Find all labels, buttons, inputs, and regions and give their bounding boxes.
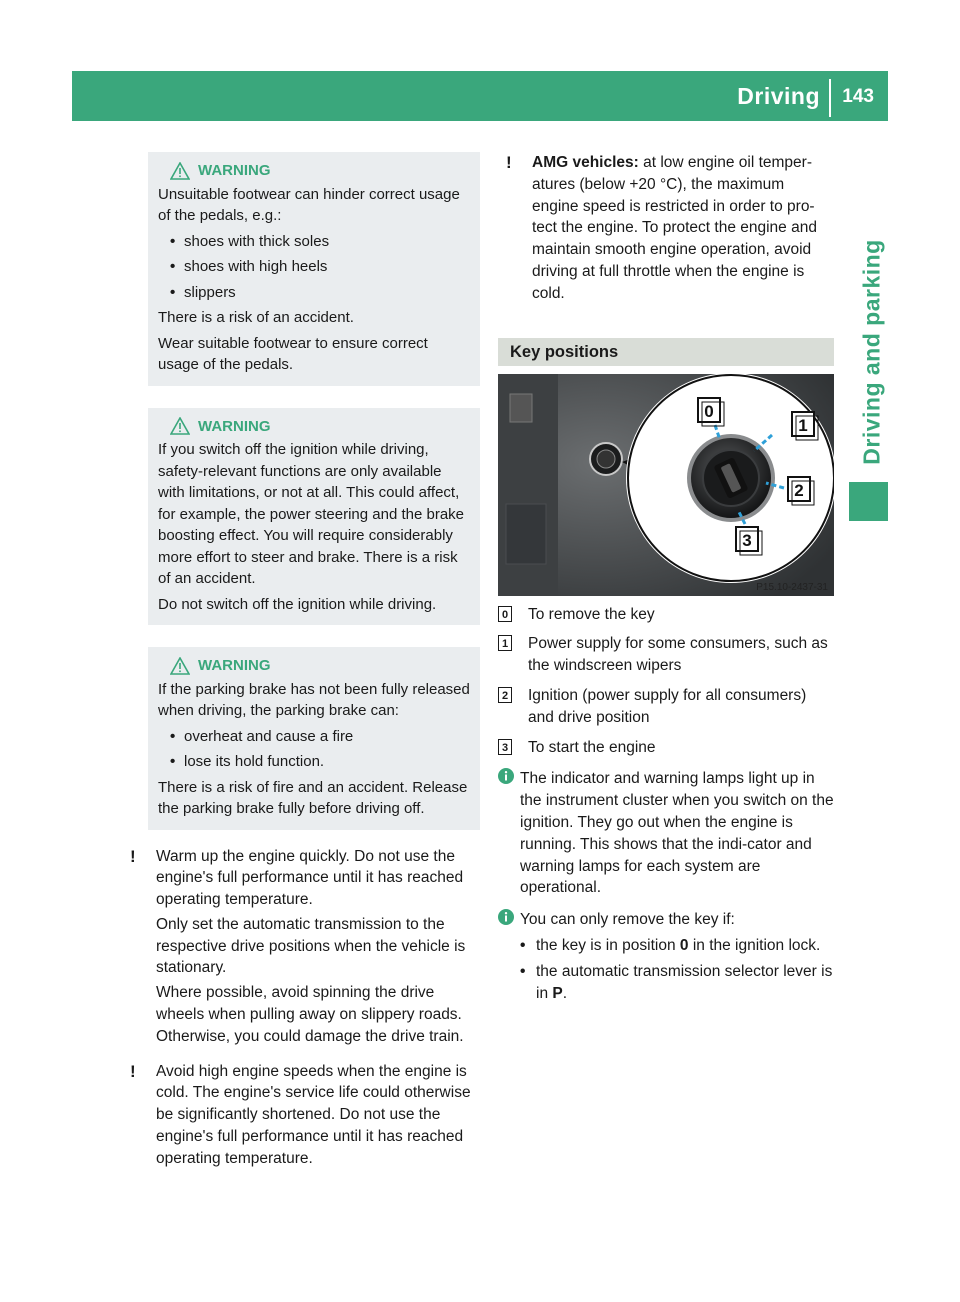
figure-label-2: 2 bbox=[794, 480, 804, 500]
key-positions-figure bbox=[498, 374, 834, 596]
note-text: Avoid high engine speeds when the engine is cold. The engine's service life could otherwise be significantly shortened. Do not use the engine's full performance until it has reached operating temperature. bbox=[156, 1062, 471, 1167]
ignition-lock-illustration bbox=[498, 374, 834, 596]
warning-text: There is a risk of fire and an accident. Release the parking brake fully before driving off. bbox=[158, 778, 468, 817]
warning-text: If you switch off the ignition while driving, safety-relevant functions are only available with limitations, or not at all. This could affect, for example, the power steering and the brake boosting effect. You will require considerably more effort to steer and brake. There is a risk of an accident. bbox=[158, 441, 465, 587]
chapter-title: Driving bbox=[737, 83, 820, 109]
note-text: Warm up the engine quickly. Do not use the engine's full performance until it has reached operating temperature. bbox=[156, 847, 464, 909]
info-note-lamps bbox=[498, 768, 834, 899]
warning-box-footwear bbox=[148, 152, 480, 386]
right-column bbox=[498, 152, 834, 1004]
warning-text: Do not switch off the ignition while driving. bbox=[158, 595, 437, 613]
warning-bullet: • lose its hold function. bbox=[170, 751, 472, 773]
info-icon bbox=[498, 768, 520, 899]
position-number: 2 bbox=[498, 687, 512, 703]
position-text: Power supply for some consumers, such as the windscreen wipers bbox=[528, 635, 828, 675]
figure-label-0: 0 bbox=[704, 401, 714, 421]
warning-text: Wear suitable footwear to ensure correct usage of the pedals. bbox=[158, 334, 428, 373]
info-icon bbox=[498, 909, 520, 1004]
warning-box-ignition bbox=[148, 408, 480, 626]
warning-heading: WARNING bbox=[170, 160, 472, 182]
list-item: • the automatic transmission selector lever is in P. bbox=[520, 962, 833, 1002]
key-position-item bbox=[498, 737, 834, 759]
caution-mark-icon: ! bbox=[130, 846, 136, 866]
info-text: You can only remove the key if: bbox=[520, 911, 735, 929]
position-text: To start the engine bbox=[528, 738, 656, 756]
position-text: Ignition (power supply for all consumers) and drive position bbox=[528, 686, 807, 726]
figure-code: P15.10-2437-31 bbox=[756, 581, 828, 593]
note-text: Only set the automatic transmission to the respective drive positions when the vehicle is stationary. bbox=[156, 915, 466, 977]
warning-bullet: • overheat and cause a fire bbox=[170, 726, 472, 748]
warning-box-parking-brake bbox=[148, 647, 480, 830]
side-tab-label: Driving and parking bbox=[858, 239, 885, 465]
section-heading: Key positions bbox=[498, 338, 834, 366]
figure-label-1: 1 bbox=[798, 415, 808, 435]
note-warm-up bbox=[130, 846, 480, 1051]
key-position-item bbox=[498, 685, 834, 729]
warning-text: There is a risk of an accident. bbox=[158, 309, 354, 326]
side-tab bbox=[842, 238, 902, 466]
key-position-item bbox=[498, 633, 834, 677]
warning-bullet: • shoes with thick soles bbox=[170, 231, 472, 253]
warning-bullet: • shoes with high heels bbox=[170, 256, 472, 278]
warning-bullet: • slippers bbox=[170, 282, 472, 304]
note-high-speeds bbox=[130, 1061, 480, 1173]
left-column bbox=[130, 152, 480, 1183]
side-tab-marker bbox=[849, 482, 888, 521]
page-number: 143 bbox=[842, 86, 874, 107]
caution-mark-icon: ! bbox=[506, 153, 512, 172]
note-text: Where possible, avoid spinning the drive wheels when pulling away on slippery roads. Otherwise, you could damage the drive train. bbox=[156, 984, 464, 1045]
note-amg bbox=[506, 152, 834, 308]
warning-text: If the parking brake has not been fully released when driving, the parking brake can: bbox=[158, 680, 470, 719]
position-text: To remove the key bbox=[528, 605, 655, 623]
warning-triangle-icon bbox=[170, 162, 190, 180]
warning-text: Unsuitable footwear can hinder correct usage of the pedals, e.g.: bbox=[158, 185, 460, 224]
header-band bbox=[72, 71, 888, 121]
position-number: 1 bbox=[498, 635, 512, 651]
header-separator bbox=[829, 79, 831, 117]
warning-heading: WARNING bbox=[170, 655, 472, 677]
position-number: 0 bbox=[498, 606, 512, 622]
warning-heading: WARNING bbox=[170, 416, 472, 438]
caution-mark-icon: ! bbox=[130, 1061, 136, 1081]
key-position-item bbox=[498, 604, 834, 626]
info-note-key-removal bbox=[498, 909, 834, 1004]
figure-label-3: 3 bbox=[742, 530, 752, 550]
warning-triangle-icon bbox=[170, 657, 190, 675]
position-number: 3 bbox=[498, 739, 512, 755]
note-text: AMG vehicles: at low engine oil temper-atures (below +20 °C), the maximum engine speed is restricted in order to pro-tect the engine. To protect the engine and maintain smooth engine operation, avoid driving at full throttle when the engine is cold. bbox=[532, 154, 817, 302]
warning-triangle-icon bbox=[170, 417, 190, 435]
list-item: • the key is in position 0 in the ignition lock. bbox=[520, 936, 821, 954]
note-lead: AMG vehicles: bbox=[532, 154, 639, 171]
info-text: The indicator and warning lamps light up in the instrument cluster when you switch on the ignition. They go out when the engine is running. This shows that the indi-cator and warning lamps for each system are operational. bbox=[520, 770, 834, 897]
